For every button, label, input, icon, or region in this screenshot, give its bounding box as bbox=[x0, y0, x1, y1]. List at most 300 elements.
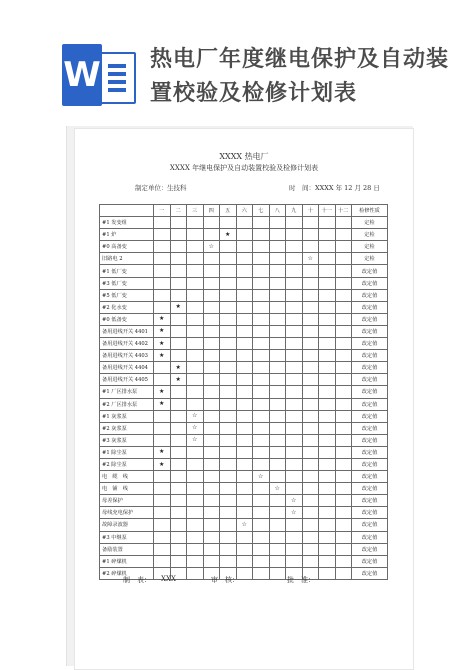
month-cell bbox=[203, 241, 220, 253]
month-cell bbox=[335, 362, 352, 374]
month-cell bbox=[253, 519, 270, 531]
maintenance-nature: 改定值 bbox=[352, 313, 388, 325]
equipment-name: #0 高备变 bbox=[100, 241, 154, 253]
month-cell bbox=[203, 229, 220, 241]
month-cell bbox=[302, 301, 319, 313]
month-cell bbox=[220, 458, 237, 470]
month-cell bbox=[286, 386, 303, 398]
month-cell bbox=[269, 374, 286, 386]
filled-star-icon: ★ bbox=[159, 351, 165, 359]
month-cell bbox=[302, 531, 319, 543]
month-cell bbox=[154, 483, 171, 495]
month-cell bbox=[236, 325, 253, 337]
month-cell bbox=[269, 362, 286, 374]
document-page bbox=[74, 128, 414, 670]
month-cell bbox=[236, 398, 253, 410]
table-row bbox=[100, 277, 388, 289]
month-cell bbox=[236, 422, 253, 434]
month-cell bbox=[187, 350, 204, 362]
month-cell bbox=[170, 277, 187, 289]
month-cell bbox=[302, 338, 319, 350]
equipment-name: #3 低厂变 bbox=[100, 277, 154, 289]
month-cell bbox=[269, 531, 286, 543]
word-doc-icon bbox=[62, 44, 134, 106]
month-cell bbox=[203, 325, 220, 337]
month-cell bbox=[187, 241, 204, 253]
month-cell bbox=[203, 446, 220, 458]
month-cell bbox=[286, 434, 303, 446]
table-row bbox=[100, 265, 388, 277]
equipment-name: #1 低厂变 bbox=[100, 265, 154, 277]
month-cell bbox=[154, 253, 171, 265]
month-cell bbox=[220, 446, 237, 458]
month-cell bbox=[253, 434, 270, 446]
outline-star-icon: ☆ bbox=[241, 520, 247, 528]
maintenance-nature: 改定值 bbox=[352, 458, 388, 470]
equipment-name: 母差保护 bbox=[100, 495, 154, 507]
document-title: XXXX 年继电保护及自动装置校验及检修计划表 bbox=[169, 164, 319, 172]
filled-star-icon: ★ bbox=[175, 303, 181, 311]
equipment-name: 备用进线开关 4403 bbox=[100, 350, 154, 362]
month-cell bbox=[319, 362, 336, 374]
month-cell bbox=[154, 519, 171, 531]
month-cell bbox=[203, 507, 220, 519]
month-cell bbox=[302, 253, 319, 265]
month-cell bbox=[220, 483, 237, 495]
month-cell bbox=[253, 567, 270, 579]
month-cell bbox=[286, 471, 303, 483]
maintenance-nature: 定检 bbox=[352, 229, 388, 241]
month-cell bbox=[220, 410, 237, 422]
month-cell bbox=[319, 289, 336, 301]
month-cell bbox=[319, 386, 336, 398]
table-row bbox=[100, 398, 388, 410]
equipment-name: 电 铺 线 bbox=[100, 483, 154, 495]
date-value: XXXX 年 12 月 28 日 bbox=[315, 184, 380, 192]
month-cell bbox=[236, 362, 253, 374]
month-cell bbox=[269, 458, 286, 470]
month-cell bbox=[236, 217, 253, 229]
filled-star-icon: ★ bbox=[159, 387, 165, 395]
month-cell bbox=[170, 265, 187, 277]
month-cell bbox=[236, 350, 253, 362]
month-cell bbox=[319, 313, 336, 325]
month-cell bbox=[236, 495, 253, 507]
maintenance-nature: 改定值 bbox=[352, 543, 388, 555]
month-cell bbox=[154, 471, 171, 483]
month-cell bbox=[236, 471, 253, 483]
month-cell bbox=[187, 531, 204, 543]
equipment-name: #1 除尘泵 bbox=[100, 446, 154, 458]
month-cell bbox=[319, 338, 336, 350]
month-cell bbox=[187, 422, 204, 434]
schedule-table bbox=[99, 204, 388, 580]
month-cell bbox=[335, 253, 352, 265]
month-cell bbox=[187, 289, 204, 301]
month-cell bbox=[220, 229, 237, 241]
month-cell bbox=[236, 253, 253, 265]
month-cell bbox=[335, 446, 352, 458]
equipment-name: 备励装置 bbox=[100, 543, 154, 555]
filled-star-icon: ★ bbox=[159, 448, 165, 456]
month-cell bbox=[286, 325, 303, 337]
month-cell bbox=[154, 374, 171, 386]
month-cell bbox=[253, 301, 270, 313]
month-cell bbox=[269, 313, 286, 325]
month-cell bbox=[154, 398, 171, 410]
month-cell bbox=[335, 471, 352, 483]
month-cell bbox=[286, 289, 303, 301]
month-header: 八 bbox=[269, 205, 286, 217]
outline-star-icon: ☆ bbox=[258, 472, 264, 480]
equipment-name: #2 除尘泵 bbox=[100, 458, 154, 470]
equipment-name: #1 炉 bbox=[100, 229, 154, 241]
month-cell bbox=[319, 350, 336, 362]
month-cell bbox=[170, 362, 187, 374]
month-cell bbox=[319, 325, 336, 337]
month-cell bbox=[154, 229, 171, 241]
month-cell bbox=[253, 277, 270, 289]
month-cell bbox=[236, 555, 253, 567]
month-header: 二 bbox=[170, 205, 187, 217]
month-cell bbox=[302, 350, 319, 362]
filled-star-icon: ★ bbox=[175, 363, 181, 371]
month-cell bbox=[236, 386, 253, 398]
month-cell bbox=[302, 374, 319, 386]
month-cell bbox=[335, 338, 352, 350]
month-cell bbox=[286, 229, 303, 241]
month-cell bbox=[220, 325, 237, 337]
table-row bbox=[100, 555, 388, 567]
month-cell bbox=[319, 471, 336, 483]
month-cell bbox=[286, 483, 303, 495]
month-cell bbox=[154, 338, 171, 350]
month-cell bbox=[154, 410, 171, 422]
month-cell bbox=[236, 229, 253, 241]
equipment-name: 备用进线开关 4402 bbox=[100, 338, 154, 350]
month-cell bbox=[220, 362, 237, 374]
filled-star-icon: ★ bbox=[159, 460, 165, 468]
maintenance-nature: 改定值 bbox=[352, 410, 388, 422]
month-cell bbox=[170, 519, 187, 531]
equipment-name: #3 灰浆泵 bbox=[100, 434, 154, 446]
month-cell bbox=[203, 265, 220, 277]
month-cell bbox=[335, 422, 352, 434]
month-cell bbox=[203, 301, 220, 313]
filled-star-icon: ★ bbox=[225, 230, 231, 238]
month-cell bbox=[253, 350, 270, 362]
month-cell bbox=[335, 543, 352, 555]
month-cell bbox=[170, 338, 187, 350]
table-row bbox=[100, 229, 388, 241]
month-cell bbox=[187, 253, 204, 265]
month-cell bbox=[220, 471, 237, 483]
month-cell bbox=[319, 301, 336, 313]
filled-star-icon: ★ bbox=[159, 339, 165, 347]
table-row bbox=[100, 313, 388, 325]
month-cell bbox=[335, 507, 352, 519]
month-cell bbox=[269, 567, 286, 579]
maintenance-nature: 改定值 bbox=[352, 398, 388, 410]
month-cell bbox=[335, 398, 352, 410]
month-cell bbox=[269, 217, 286, 229]
month-cell bbox=[302, 386, 319, 398]
month-cell bbox=[170, 471, 187, 483]
month-cell bbox=[286, 531, 303, 543]
month-cell bbox=[236, 241, 253, 253]
month-cell bbox=[269, 555, 286, 567]
month-header: 一 bbox=[154, 205, 171, 217]
month-cell bbox=[203, 350, 220, 362]
month-cell bbox=[319, 495, 336, 507]
equipment-name: #2 厂区排水泵 bbox=[100, 398, 154, 410]
month-cell bbox=[187, 567, 204, 579]
month-cell bbox=[269, 446, 286, 458]
maintenance-nature: 改定值 bbox=[352, 446, 388, 458]
month-cell bbox=[187, 338, 204, 350]
month-cell bbox=[253, 531, 270, 543]
month-cell bbox=[253, 229, 270, 241]
month-cell bbox=[236, 301, 253, 313]
table-row bbox=[100, 507, 388, 519]
table-row bbox=[100, 519, 388, 531]
month-cell bbox=[319, 458, 336, 470]
equipment-name: #1 灰浆泵 bbox=[100, 410, 154, 422]
maintenance-nature: 改定值 bbox=[352, 325, 388, 337]
filled-star-icon: ★ bbox=[159, 315, 165, 323]
prepared-by-value: XXX bbox=[161, 575, 176, 583]
filled-star-icon: ★ bbox=[159, 400, 165, 408]
table-row bbox=[100, 301, 388, 313]
month-cell bbox=[187, 313, 204, 325]
month-cell bbox=[170, 446, 187, 458]
equipment-name: #1 发变组 bbox=[100, 217, 154, 229]
month-cell bbox=[203, 519, 220, 531]
table-header-row bbox=[100, 205, 388, 217]
month-cell bbox=[286, 277, 303, 289]
month-cell bbox=[203, 277, 220, 289]
maintenance-nature: 定检 bbox=[352, 253, 388, 265]
month-cell bbox=[302, 519, 319, 531]
month-cell bbox=[335, 325, 352, 337]
month-header: 十 bbox=[302, 205, 319, 217]
month-cell bbox=[286, 374, 303, 386]
month-cell bbox=[170, 422, 187, 434]
month-cell bbox=[220, 386, 237, 398]
table-row bbox=[100, 495, 388, 507]
month-cell bbox=[335, 350, 352, 362]
month-cell bbox=[187, 446, 204, 458]
month-cell bbox=[203, 253, 220, 265]
month-cell bbox=[335, 410, 352, 422]
month-cell bbox=[286, 265, 303, 277]
month-cell bbox=[319, 483, 336, 495]
equipment-header-cell bbox=[100, 205, 154, 217]
month-cell bbox=[154, 507, 171, 519]
month-cell bbox=[236, 410, 253, 422]
month-cell bbox=[187, 483, 204, 495]
month-cell bbox=[286, 217, 303, 229]
month-cell bbox=[154, 446, 171, 458]
month-cell bbox=[269, 229, 286, 241]
table-row bbox=[100, 289, 388, 301]
month-cell bbox=[253, 398, 270, 410]
month-cell bbox=[170, 555, 187, 567]
month-cell bbox=[203, 217, 220, 229]
month-cell bbox=[269, 398, 286, 410]
month-cell bbox=[253, 410, 270, 422]
month-cell bbox=[187, 277, 204, 289]
month-cell bbox=[335, 386, 352, 398]
month-cell bbox=[154, 495, 171, 507]
outline-star-icon: ☆ bbox=[307, 254, 313, 262]
month-cell bbox=[253, 422, 270, 434]
month-cell bbox=[187, 301, 204, 313]
month-cell bbox=[302, 507, 319, 519]
month-cell bbox=[220, 422, 237, 434]
month-cell bbox=[319, 217, 336, 229]
month-cell bbox=[154, 277, 171, 289]
month-cell bbox=[319, 519, 336, 531]
outline-star-icon: ☆ bbox=[192, 412, 198, 420]
month-cell bbox=[269, 350, 286, 362]
month-header: 九 bbox=[286, 205, 303, 217]
month-cell bbox=[170, 350, 187, 362]
month-cell bbox=[236, 265, 253, 277]
month-cell bbox=[286, 253, 303, 265]
outline-star-icon: ☆ bbox=[208, 242, 214, 250]
time-label: 时 间： bbox=[289, 184, 315, 192]
month-cell bbox=[220, 301, 237, 313]
month-cell bbox=[220, 434, 237, 446]
month-cell bbox=[269, 253, 286, 265]
month-cell bbox=[187, 410, 204, 422]
month-cell bbox=[203, 338, 220, 350]
month-cell bbox=[302, 325, 319, 337]
table-row bbox=[100, 410, 388, 422]
month-cell bbox=[170, 325, 187, 337]
month-cell bbox=[203, 374, 220, 386]
month-cell bbox=[302, 483, 319, 495]
month-cell bbox=[335, 495, 352, 507]
maintenance-nature: 改定值 bbox=[352, 350, 388, 362]
month-cell bbox=[286, 495, 303, 507]
month-cell bbox=[286, 398, 303, 410]
month-cell bbox=[269, 410, 286, 422]
month-cell bbox=[236, 446, 253, 458]
month-cell bbox=[319, 555, 336, 567]
month-cell bbox=[203, 495, 220, 507]
month-cell bbox=[269, 325, 286, 337]
month-cell bbox=[220, 507, 237, 519]
month-cell bbox=[220, 289, 237, 301]
equipment-name: 母线充电保护 bbox=[100, 507, 154, 519]
month-cell bbox=[154, 241, 171, 253]
month-cell bbox=[302, 313, 319, 325]
maintenance-nature: 改定值 bbox=[352, 507, 388, 519]
equipment-name: 备用进线开关 4404 bbox=[100, 362, 154, 374]
equipment-name: #2 化水变 bbox=[100, 301, 154, 313]
month-cell bbox=[286, 507, 303, 519]
table-row bbox=[100, 374, 388, 386]
maintenance-nature: 改定值 bbox=[352, 422, 388, 434]
month-cell bbox=[286, 350, 303, 362]
month-cell bbox=[187, 471, 204, 483]
month-cell bbox=[335, 301, 352, 313]
month-cell bbox=[335, 265, 352, 277]
equipment-name: 电 缆 线 bbox=[100, 471, 154, 483]
month-cell bbox=[335, 241, 352, 253]
month-cell bbox=[187, 495, 204, 507]
month-cell bbox=[302, 495, 319, 507]
month-cell bbox=[187, 229, 204, 241]
month-cell bbox=[319, 434, 336, 446]
outline-star-icon: ☆ bbox=[192, 436, 198, 444]
month-cell bbox=[335, 483, 352, 495]
month-cell bbox=[335, 374, 352, 386]
month-cell bbox=[187, 434, 204, 446]
month-cell bbox=[253, 241, 270, 253]
maintenance-nature: 改定值 bbox=[352, 555, 388, 567]
month-cell bbox=[154, 555, 171, 567]
month-cell bbox=[220, 398, 237, 410]
month-cell bbox=[236, 277, 253, 289]
month-cell bbox=[203, 313, 220, 325]
month-cell bbox=[187, 217, 204, 229]
month-cell bbox=[236, 374, 253, 386]
table-row bbox=[100, 338, 388, 350]
month-cell bbox=[302, 241, 319, 253]
month-cell bbox=[154, 289, 171, 301]
month-cell bbox=[319, 398, 336, 410]
maintenance-nature: 改定值 bbox=[352, 495, 388, 507]
unit-value: 生技科 bbox=[167, 184, 187, 192]
month-cell bbox=[236, 313, 253, 325]
month-cell bbox=[286, 555, 303, 567]
month-cell bbox=[286, 543, 303, 555]
month-cell bbox=[170, 229, 187, 241]
month-cell bbox=[335, 229, 352, 241]
month-cell bbox=[203, 362, 220, 374]
month-cell bbox=[220, 519, 237, 531]
month-cell bbox=[220, 265, 237, 277]
month-cell bbox=[302, 446, 319, 458]
month-cell bbox=[269, 289, 286, 301]
month-cell bbox=[170, 289, 187, 301]
month-header: 三 bbox=[187, 205, 204, 217]
month-cell bbox=[253, 483, 270, 495]
table-row bbox=[100, 386, 388, 398]
month-cell bbox=[220, 217, 237, 229]
equipment-name: #2 碎煤机 bbox=[100, 567, 154, 579]
month-cell bbox=[170, 410, 187, 422]
month-cell bbox=[220, 241, 237, 253]
month-cell bbox=[203, 422, 220, 434]
month-cell bbox=[319, 543, 336, 555]
month-cell bbox=[253, 458, 270, 470]
month-cell bbox=[154, 543, 171, 555]
maintenance-nature: 改定值 bbox=[352, 301, 388, 313]
month-header: 十一 bbox=[319, 205, 336, 217]
month-cell bbox=[154, 325, 171, 337]
plant-name: XXXX 热电厂 bbox=[219, 152, 269, 161]
month-cell bbox=[319, 531, 336, 543]
month-cell bbox=[187, 507, 204, 519]
month-cell bbox=[319, 374, 336, 386]
month-cell bbox=[286, 446, 303, 458]
month-cell bbox=[203, 531, 220, 543]
month-cell bbox=[302, 555, 319, 567]
